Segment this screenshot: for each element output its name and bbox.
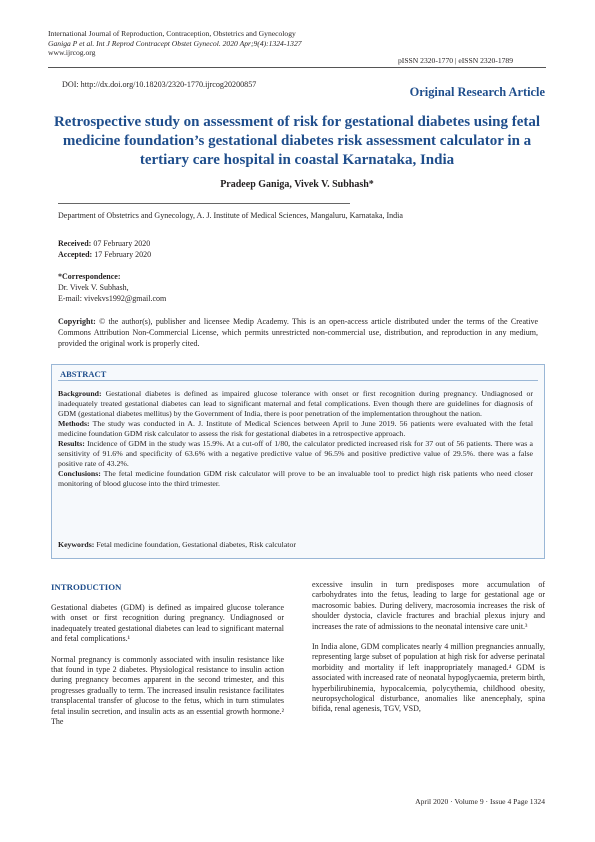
correspondence: [58, 271, 166, 304]
article-title: Retrospective study on assessment of risk for gestational diabetes using fetal medicine foundation’s gestational diabetes risk assessment calculator in a tertiary care hospital in coastal Karnataka, India: [53, 114, 541, 168]
copyright-text: © the author(s), publisher and licensee Medip Academy. This is an open-access article distributed under the terms of the Creative Commons Attribution Non-Commercial License, which permits unrestricted non-commercial use, distribution, and reproduction in any medium, provided the original work is properly cited.: [58, 317, 538, 348]
received-date: 07 February 2020: [93, 239, 151, 248]
intro-paragraph: Gestational diabetes (GDM) is defined as impaired glucose tolerance with onset or first recognition during pregnancy. Undiagnosed or inadequately treated gestational diabetes can lead to significant maternal and fetal complications.¹: [51, 603, 284, 644]
keywords: [58, 540, 296, 549]
intro-paragraph: In India alone, GDM complicates nearly 4 million pregnancies annually, representing large subset of population at high risk for adverse perinatal morbidity and mortality if left inappropriately managed.⁴ GDM is associated with increased rate of neonatal hypoglycaemia, preterm birth, hyperbilirubinemia, hypocalcemia, polycythemia, childhood obesity, neuropsychological disturbance, anomalies like anencephaly, spina bifida, renal agenesis, TGV, VSD,: [312, 642, 545, 714]
results-text: Incidence of GDM in the study was 15.9%. At a cut-off of 1/80, the calculator predicted increased risk for 37 out of 56 patients. There was a sensitivity of 91.6% and specificity of 63.6% with a negative predictive value of 96.5% and positive predictive value of 29.5%. there was a false positive rate of 43.2%.: [58, 439, 533, 468]
journal-header: [48, 29, 388, 58]
journal-name: International Journal of Reproduction, Contraception, Obstetrics and Gynecology: [48, 29, 296, 38]
intro-column-left: [51, 603, 284, 737]
affiliation: Department of Obstetrics and Gynecology, A. J. Institute of Medical Sciences, Mangaluru, Karnataka, India: [58, 211, 403, 220]
correspondence-email[interactable]: E-mail: vivekvs1992@gmail.com: [58, 294, 167, 303]
accepted-date: 17 February 2020: [94, 250, 152, 259]
intro-paragraph: excessive insulin in turn predisposes more accumulation of carbohydrates into the fetus, leading to large for gestational age or macrosomic babies. During delivery, macrosomia increases the risk of shoulder dystocia, clavicle fractures and brachial plexus injury and increases the rate of admissions to the neonatal intensive care unit.³: [312, 580, 545, 631]
website-link[interactable]: www.ijrcog.org: [48, 48, 96, 58]
issn: pISSN 2320-1770 | eISSN 2320-1789: [398, 56, 514, 65]
background-text: Gestational diabetes is defined as impaired glucose tolerance with onset or first recognition during pregnancy. Undiagnosed or inadequately treated gestational diabetes can lead to significant maternal and fetal complications. Even though there are guidelines for diagnosis of GDM (gestational diabetes mellitus) by the Government of India, there is poor penetration of the implementation throughout the nation.: [58, 389, 534, 418]
copyright-label: Copyright:: [58, 317, 96, 326]
abstract-body: [58, 389, 533, 489]
authors: Pradeep Ganiga, Vivek V. Subhash*: [220, 179, 374, 190]
correspondence-label: *Correspondence:: [58, 272, 121, 281]
citation: Ganiga P et al. Int J Reprod Contracept Obstet Gynecol. 2020 Apr;9(4):1324-1327: [48, 38, 302, 48]
accepted-label: Accepted:: [58, 250, 93, 259]
copyright: [58, 316, 538, 349]
results-label: Results:: [58, 439, 85, 448]
header-divider: [48, 67, 546, 68]
intro-paragraph: Normal pregnancy is commonly associated with insulin resistance like that found in type 2 diabetes. Physiological resistance to insulin action during pregnancy becomes apparent in the second trimester, and this progresses gradually to term. The increased insulin resistance facilitates transplacental transfer of glucose to the fetus, which in turn stimulates fetal insulin secretion, and insulin acts as an essential growth hormone.² The: [51, 654, 284, 727]
keywords-label: Keywords:: [58, 540, 95, 549]
received-label: Received:: [58, 239, 92, 248]
introduction-heading: INTRODUCTION: [51, 582, 122, 592]
methods-label: Methods:: [58, 419, 90, 428]
abstract-heading: ABSTRACT: [60, 369, 107, 379]
article-type: Original Research Article: [409, 85, 545, 99]
dates: [58, 238, 151, 260]
author-divider: [58, 203, 350, 204]
intro-column-right: [312, 580, 545, 725]
conclusions-label: Conclusions:: [58, 469, 101, 478]
correspondence-name: Dr. Vivek V. Subhash,: [58, 283, 129, 292]
page-footer: April 2020 · Volume 9 · Issue 4 Page 1324: [415, 797, 545, 806]
abstract-divider: [58, 380, 538, 381]
methods-text: The study was conducted in A. J. Institute of Medical Sciences between April to June 2019. 56 patients were evaluated with the fetal medicine foundation GDM risk calculator to assess the risk for gestational diabetes in a retrospective approach.: [58, 419, 534, 438]
background-label: Background:: [58, 389, 102, 398]
conclusions-text: The fetal medicine foundation GDM risk calculator will prove to be an invaluable tool to predict high risk patients who need closer monitoring of blood glucose into the third trimester.: [58, 469, 534, 488]
doi-link[interactable]: DOI: http://dx.doi.org/10.18203/2320-1770.ijrcog20200857: [62, 80, 257, 89]
keywords-text: Fetal medicine foundation, Gestational diabetes, Risk calculator: [96, 540, 296, 549]
